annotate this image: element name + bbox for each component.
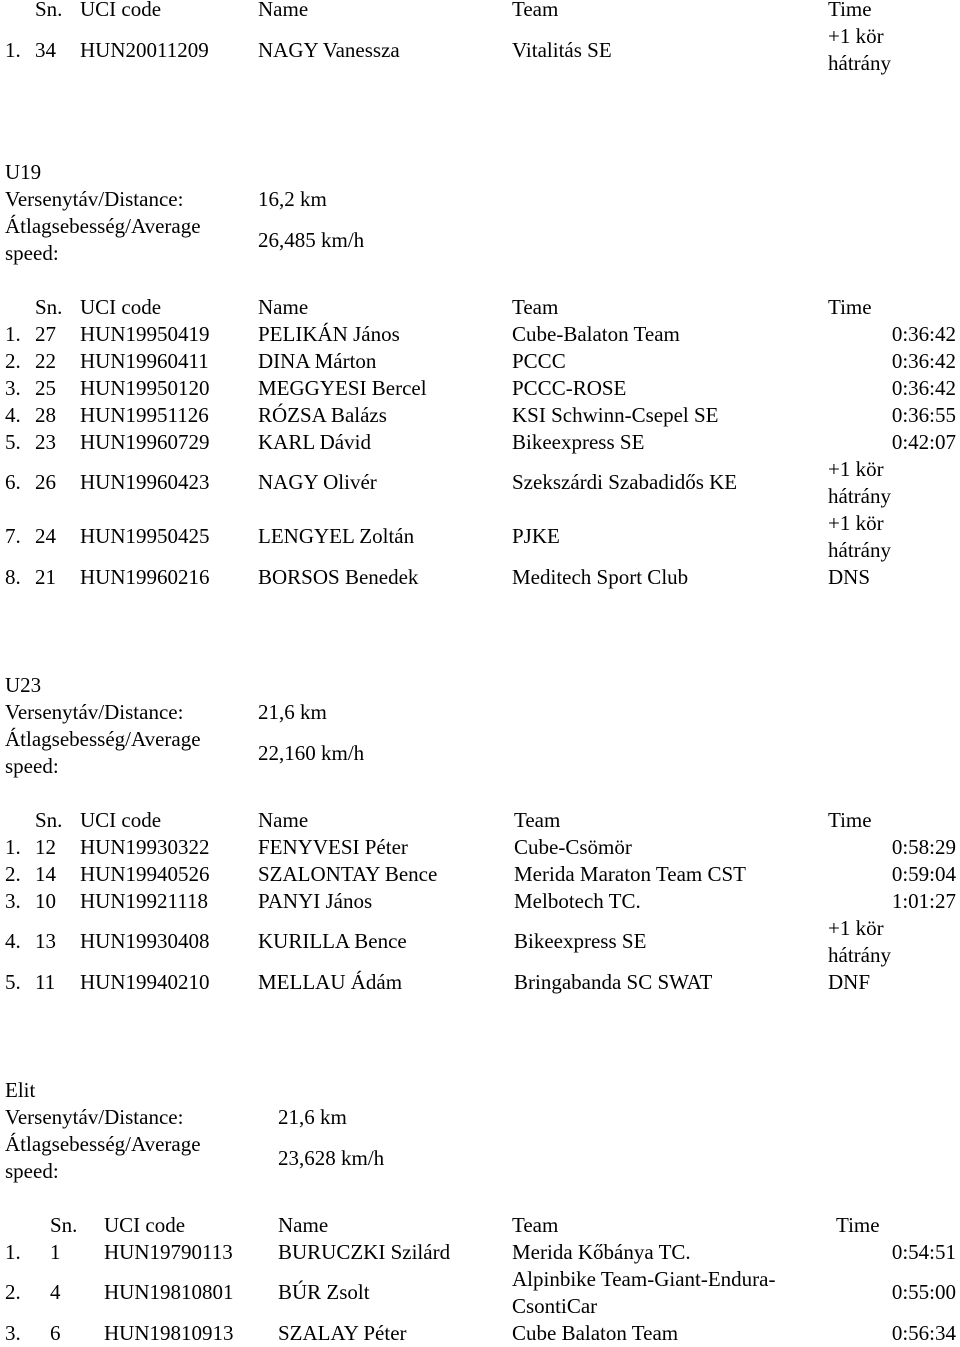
bib: 10: [35, 889, 56, 913]
header-name: Name: [278, 1213, 329, 1237]
time-line2: hátrány: [828, 51, 891, 75]
uci-code: HUN19790113: [104, 1240, 233, 1264]
time-line2: hátrány: [828, 484, 891, 508]
place: 2.: [5, 862, 21, 886]
header-time: Time: [836, 1213, 880, 1237]
speed-label-line1: Átlagsebesség/Average: [5, 214, 201, 238]
place: 2.: [5, 1280, 21, 1304]
time: 0:36:55: [891, 403, 956, 427]
place: 5.: [5, 430, 21, 454]
uci-code: HUN19960411: [80, 349, 209, 373]
time: 0:36:42: [891, 349, 956, 373]
speed-value: 23,628 km/h: [278, 1146, 385, 1170]
team: PCCC-ROSE: [512, 376, 627, 400]
place: 1.: [5, 835, 21, 859]
bib: 11: [35, 970, 56, 994]
header-time: Time: [828, 0, 872, 21]
uci-code: HUN19950120: [80, 376, 210, 400]
team: Cube-Balaton Team: [512, 322, 680, 346]
place: 6.: [5, 470, 21, 494]
place: 4.: [5, 403, 21, 427]
header-uci: UCI code: [80, 295, 162, 319]
header-sn: Sn.: [35, 295, 63, 319]
header-time: Time: [828, 808, 872, 832]
category-title: U19: [5, 160, 42, 184]
time-status: DNS: [828, 565, 871, 589]
header-sn: Sn.: [35, 0, 63, 21]
time-line2: hátrány: [828, 943, 891, 967]
header-name: Name: [258, 808, 309, 832]
place: 1.: [5, 38, 21, 62]
team: Bikeexpress SE: [514, 929, 647, 953]
uci-code: HUN19930322: [80, 835, 210, 859]
team: Szekszárdi Szabadidős KE: [512, 470, 738, 494]
rider-name: DINA Márton: [258, 349, 377, 373]
bib: 27: [35, 322, 56, 346]
time-line1: +1 kör: [828, 457, 884, 481]
uci-code: HUN19940526: [80, 862, 210, 886]
distance-label: Versenytáv/Distance:: [5, 1105, 184, 1129]
time: 0:54:51: [891, 1240, 956, 1264]
uci-code: HUN19950425: [80, 524, 210, 548]
uci-code: HUN19930408: [80, 929, 210, 953]
place: 3.: [5, 1321, 21, 1345]
place: 1.: [5, 322, 21, 346]
header-time: Time: [828, 295, 872, 319]
time: 0:55:00: [891, 1280, 956, 1304]
rider-name: KARL Dávid: [258, 430, 371, 454]
rider-name: KURILLA Bence: [258, 929, 407, 953]
header-uci: UCI code: [80, 0, 162, 21]
header-name: Name: [258, 295, 309, 319]
bib: 34: [35, 38, 56, 62]
bib: 1: [50, 1240, 61, 1264]
rider-name: NAGY Vanessza: [258, 38, 400, 62]
bib: 21: [35, 565, 56, 589]
bib: 13: [35, 929, 56, 953]
place: 5.: [5, 970, 21, 994]
header-name: Name: [258, 0, 309, 21]
time-line2: hátrány: [828, 538, 891, 562]
rider-name: SZALONTAY Bence: [258, 862, 438, 886]
header-sn: Sn.: [35, 808, 63, 832]
team: KSI Schwinn-Csepel SE: [512, 403, 719, 427]
uci-code: HUN19950419: [80, 322, 210, 346]
team: Bringabanda SC SWAT: [514, 970, 713, 994]
place: 2.: [5, 349, 21, 373]
rider-name: SZALAY Péter: [278, 1321, 407, 1345]
speed-label-line1: Átlagsebesség/Average: [5, 727, 201, 751]
team: Melbotech TC.: [514, 889, 641, 913]
team: Meditech Sport Club: [512, 565, 689, 589]
header-team: Team: [514, 808, 561, 832]
bib: 23: [35, 430, 56, 454]
speed-label-line2: speed:: [5, 1159, 59, 1183]
header-team: Team: [512, 1213, 559, 1237]
rider-name: FENYVESI Péter: [258, 835, 408, 859]
bib: 6: [50, 1321, 61, 1345]
rider-name: MELLAU Ádám: [258, 970, 403, 994]
uci-code: HUN19960423: [80, 470, 210, 494]
uci-code: HUN19951126: [80, 403, 209, 427]
speed-value: 22,160 km/h: [258, 741, 365, 765]
team: Merida Kőbánya TC.: [512, 1240, 691, 1264]
team-line1: Alpinbike Team-Giant-Endura-: [512, 1267, 776, 1291]
rider-name: MEGGYESI Bercel: [258, 376, 427, 400]
bib: 26: [35, 470, 56, 494]
time: 1:01:27: [891, 889, 956, 913]
place: 3.: [5, 889, 21, 913]
uci-code: HUN19960216: [80, 565, 210, 589]
time: 0:36:42: [891, 322, 956, 346]
header-uci: UCI code: [80, 808, 162, 832]
team: Cube Balaton Team: [512, 1321, 679, 1345]
rider-name: NAGY Olivér: [258, 470, 377, 494]
rider-name: RÓZSA Balázs: [258, 403, 387, 427]
team: Cube-Csömör: [514, 835, 632, 859]
time-status: DNF: [828, 970, 871, 994]
bib: 12: [35, 835, 56, 859]
team: Merida Maraton Team CST: [514, 862, 747, 886]
team: PJKE: [512, 524, 560, 548]
rider-name: PELIKÁN János: [258, 322, 400, 346]
bib: 25: [35, 376, 56, 400]
distance-value: 21,6 km: [278, 1105, 347, 1129]
place: 1.: [5, 1240, 21, 1264]
uci-code: HUN19810801: [104, 1280, 234, 1304]
bib: 14: [35, 862, 56, 886]
team: PCCC: [512, 349, 566, 373]
uci-code: HUN19940210: [80, 970, 210, 994]
distance-value: 16,2 km: [258, 187, 327, 211]
distance-value: 21,6 km: [258, 700, 327, 724]
time: 0:59:04: [891, 862, 956, 886]
rider-name: BORSOS Benedek: [258, 565, 419, 589]
header-team: Team: [512, 0, 559, 21]
uci-code: HUN19921118: [80, 889, 208, 913]
bib: 4: [50, 1280, 61, 1304]
place: 4.: [5, 929, 21, 953]
uci-code: HUN19810913: [104, 1321, 234, 1345]
rider-name: BÚR Zsolt: [278, 1280, 370, 1304]
speed-label-line1: Átlagsebesség/Average: [5, 1132, 201, 1156]
rider-name: BURUCZKI Szilárd: [278, 1240, 451, 1264]
place: 3.: [5, 376, 21, 400]
speed-label-line2: speed:: [5, 754, 59, 778]
time: 0:58:29: [891, 835, 956, 859]
bib: 22: [35, 349, 56, 373]
team-line2: CsontiCar: [512, 1294, 598, 1318]
time-line1: +1 kör: [828, 511, 884, 535]
header-team: Team: [512, 295, 559, 319]
rider-name: LENGYEL Zoltán: [258, 524, 415, 548]
uci-code: HUN20011209: [80, 38, 209, 62]
place: 7.: [5, 524, 21, 548]
time-line1: +1 kör: [828, 24, 884, 48]
category-title: Elit: [5, 1078, 36, 1102]
team: Bikeexpress SE: [512, 430, 645, 454]
category-title: U23: [5, 673, 42, 697]
time: 0:36:42: [891, 376, 956, 400]
bib: 28: [35, 403, 56, 427]
time-line1: +1 kör: [828, 916, 884, 940]
time: 0:42:07: [891, 430, 956, 454]
header-uci: UCI code: [104, 1213, 186, 1237]
speed-value: 26,485 km/h: [258, 228, 365, 252]
time: 0:56:34: [891, 1321, 956, 1345]
header-sn: Sn.: [50, 1213, 78, 1237]
place: 8.: [5, 565, 21, 589]
bib: 24: [35, 524, 56, 548]
speed-label-line2: speed:: [5, 241, 59, 265]
uci-code: HUN19960729: [80, 430, 210, 454]
rider-name: PANYI János: [258, 889, 373, 913]
distance-label: Versenytáv/Distance:: [5, 700, 184, 724]
distance-label: Versenytáv/Distance:: [5, 187, 184, 211]
team: Vitalitás SE: [512, 38, 612, 62]
